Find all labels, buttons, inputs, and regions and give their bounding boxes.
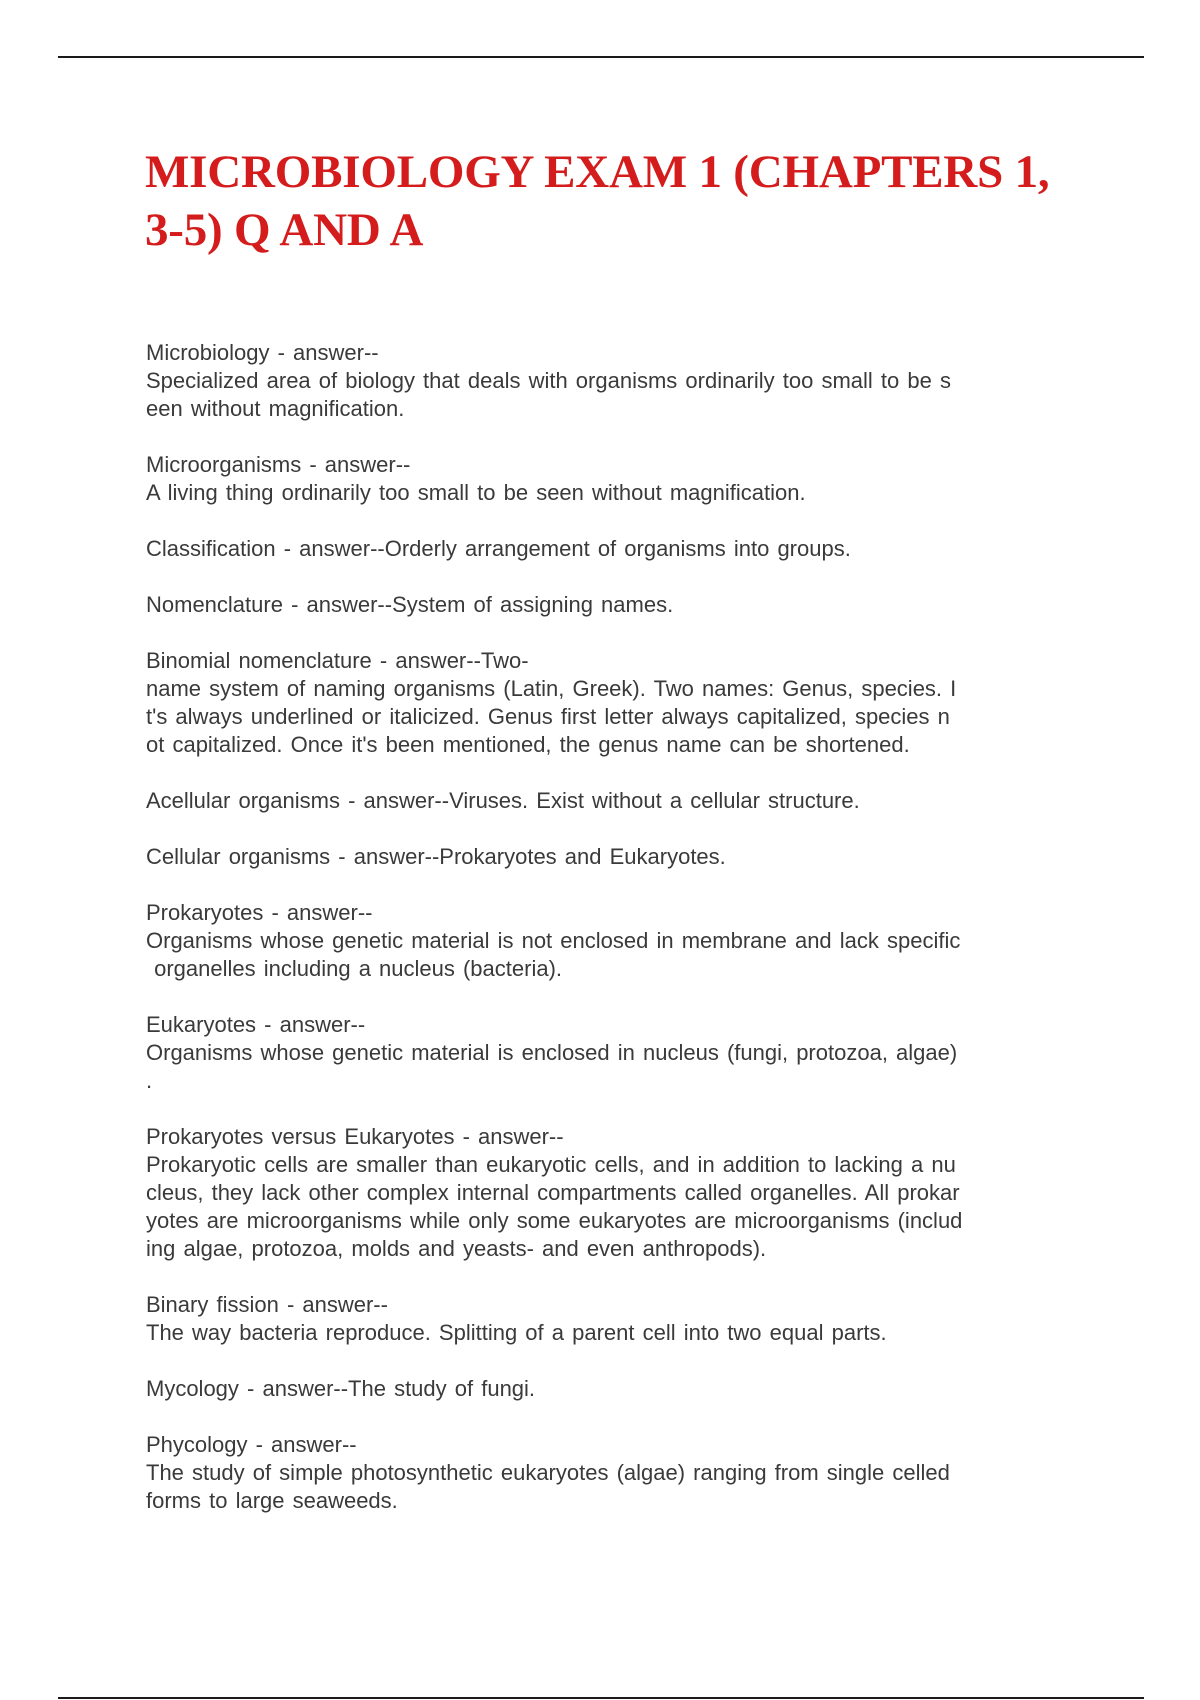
qa-answer-line: een without magnification. [146,396,405,421]
qa-answer-line: The study of simple photosynthetic eukaryotes (algae) ranging from single celled [146,1460,958,1485]
qa-term-line: Microbiology - answer-- [146,340,379,365]
qa-answer-line: Organisms whose genetic material is enclosed in nucleus (fungi, protozoa, algae) [146,1040,958,1065]
qa-answer-line: A living thing ordinarily too small to be seen without magnification. [146,480,806,505]
qa-answer-line: name system of naming organisms (Latin, Greek). Two names: Genus, species. I [146,676,957,701]
qa-entry [146,787,1064,815]
qa-entry [146,843,1064,871]
qa-answer-line: The way bacteria reproduce. Splitting of a parent cell into two equal parts. [146,1320,887,1345]
document-title: MICROBIOLOGY EXAM 1 (CHAPTERS 1, 3-5) Q AND A [145,146,1050,256]
qa-entry [146,1291,1064,1347]
top-rule [58,56,1144,58]
qa-entry [146,1123,1064,1263]
qa-term-line: Binomial nomenclature - answer--Two- [146,648,529,673]
bottom-rule [58,1697,1144,1699]
qa-entry [146,591,1064,619]
qa-answer-line: ing algae, protozoa, molds and yeasts- and even anthropods). [146,1236,767,1261]
qa-entry [146,1431,1064,1515]
qa-term-line: Binary fission - answer-- [146,1292,388,1317]
qa-entry [146,1011,1064,1095]
qa-entry [146,899,1064,983]
qa-term-line: Prokaryotes - answer-- [146,900,373,925]
qa-answer-line: organelles including a nucleus (bacteria). [146,956,563,981]
qa-answer-line: forms to large seaweeds. [146,1488,398,1513]
qa-answer-line: Prokaryotic cells are smaller than eukaryotic cells, and in addition to lacking a nu [146,1152,956,1177]
qa-entry [146,1375,1064,1403]
qa-answer-line: Specialized area of biology that deals with organisms ordinarily too small to be s [146,368,951,393]
qa-answer-line: yotes are microorganisms while only some eukaryotes are microorganisms (includ [146,1208,963,1233]
qa-answer-line: cleus, they lack other complex internal compartments called organelles. All prokar [146,1180,960,1205]
qa-term-line: Phycology - answer-- [146,1432,357,1457]
qa-term-line: Cellular organisms - answer--Prokaryotes and Eukaryotes. [146,844,726,869]
qa-entry [146,451,1064,507]
qa-answer-line: Organisms whose genetic material is not enclosed in membrane and lack specific [146,928,961,953]
qa-term-line: Acellular organisms - answer--Viruses. Exist without a cellular structure. [146,788,860,813]
qa-term-line: Prokaryotes versus Eukaryotes - answer-- [146,1124,564,1149]
qa-answer-line: t's always underlined or italicized. Genus first letter always capitalized, species n [146,704,950,729]
qa-entry [146,339,1064,423]
qa-term-line: Mycology - answer--The study of fungi. [146,1376,536,1401]
qa-term-line: Classification - answer--Orderly arrangement of organisms into groups. [146,536,851,561]
qa-entry [146,647,1064,759]
qa-answer-line: ot capitalized. Once it's been mentioned, the genus name can be shortened. [146,732,910,757]
qa-term-line: Eukaryotes - answer-- [146,1012,366,1037]
qa-answer-line: . [146,1068,153,1093]
qa-entry [146,535,1064,563]
qa-term-line: Nomenclature - answer--System of assigning names. [146,592,674,617]
qa-list [146,339,1064,1543]
qa-term-line: Microorganisms - answer-- [146,452,411,477]
